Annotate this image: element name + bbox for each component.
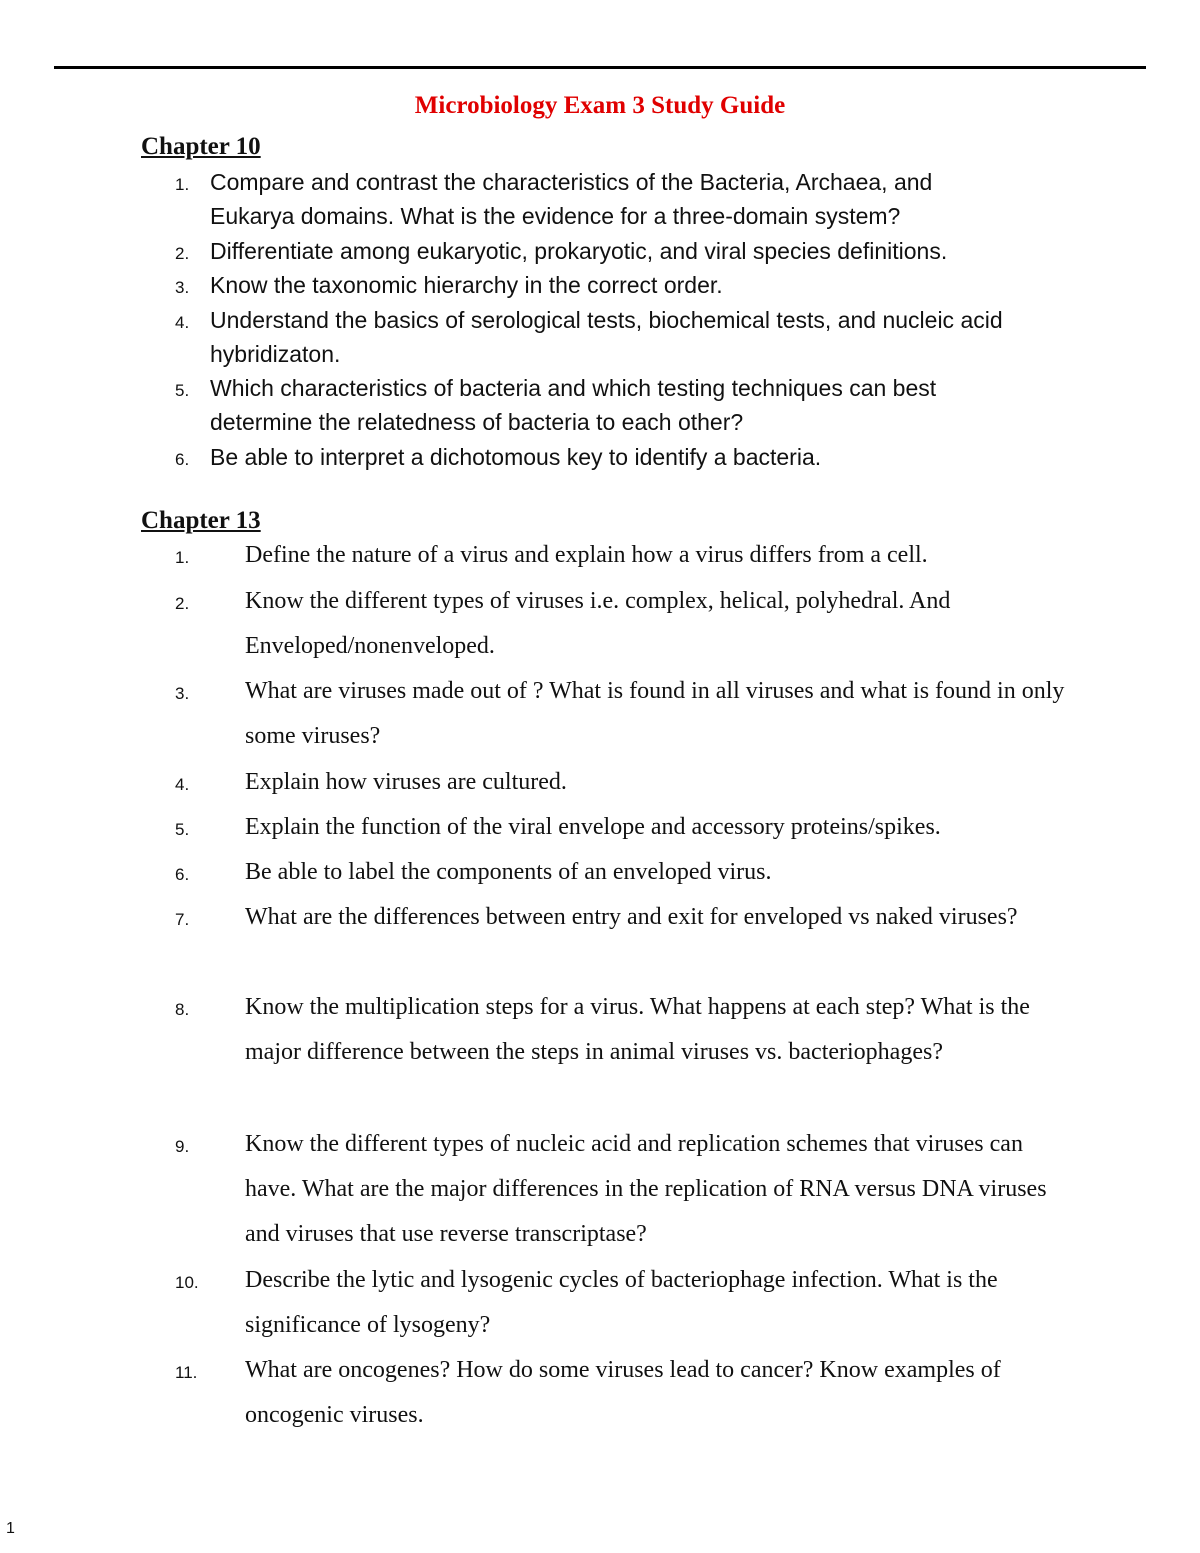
list-item <box>0 533 1200 578</box>
item-number: 5. <box>175 820 190 839</box>
item-text: Which characteristics of bacteria and which testing techniques can best determine the relatedness of bacteria to each other? <box>210 375 937 435</box>
list-item <box>0 371 1200 440</box>
item-text: Explain the function of the viral envelope and accessory proteins/spikes. <box>245 814 941 840</box>
item-text: Describe the lytic and lysogenic cycles of bacteriophage infection. What is the significance of lysogeny? <box>245 1267 998 1338</box>
item-text: What are oncogenes? How do some viruses lead to cancer? Know examples of oncogenic viruses. <box>245 1357 1001 1428</box>
item-number: 2. <box>175 594 190 613</box>
list-item <box>0 760 1200 805</box>
item-text: Know the taxonomic hierarchy in the correct order. <box>210 272 723 298</box>
item-number: 1. <box>175 175 190 194</box>
item-text: Be able to interpret a dichotomous key to identify a bacteria. <box>210 443 822 470</box>
chapter-13-heading: Chapter 13 <box>141 507 261 534</box>
item-text: Be able to label the components of an enveloped virus. <box>245 859 772 885</box>
item-number: 2. <box>175 243 190 263</box>
list-item <box>0 805 1200 850</box>
list-item <box>0 303 1200 372</box>
list-item <box>0 440 1200 475</box>
item-number: 3. <box>175 278 190 297</box>
item-number: 4. <box>175 775 190 794</box>
item-text: Differentiate among eukaryotic, prokaryotic, and viral species definitions. <box>210 237 948 264</box>
item-number: 8. <box>175 1000 190 1019</box>
item-number: 1. <box>175 548 190 567</box>
item-number: 10. <box>175 1273 199 1292</box>
item-text: Know the multiplication steps for a virus. What happens at each step? What is the major difference between the steps in animal viruses vs. bacteriophages? <box>245 994 1030 1065</box>
list-item <box>0 579 1200 669</box>
item-text: What are the differences between entry and exit for enveloped vs naked viruses? <box>245 904 1018 930</box>
list-item <box>0 234 1200 269</box>
chapter-10-list <box>0 165 1200 474</box>
list-item <box>0 669 1200 759</box>
list-item <box>0 165 1200 234</box>
item-number: 6. <box>175 449 190 469</box>
list-item <box>0 985 1200 1075</box>
item-text: Define the nature of a virus and explain how a virus differs from a cell. <box>245 542 928 568</box>
item-text: Know the different types of viruses i.e. complex, helical, polyhedral. And Enveloped/nonenveloped. <box>245 588 951 659</box>
list-item <box>0 1122 1200 1257</box>
item-number: 4. <box>175 312 190 332</box>
item-number: 6. <box>175 865 190 884</box>
item-text: What are viruses made out of ? What is found in all viruses and what is found in only some viruses? <box>245 678 1065 749</box>
item-number: 9. <box>175 1137 190 1156</box>
item-text: Compare and contrast the characteristics of the Bacteria, Archaea, and Eukarya domains. What is the evidence for a three-domain system? <box>210 169 933 229</box>
item-text: Understand the basics of serological tests, biochemical tests, and nucleic acid hybridizaton. <box>210 306 1003 367</box>
chapter-10-heading: Chapter 10 <box>141 133 261 160</box>
list-item <box>0 895 1200 940</box>
page-number: 1 <box>6 1520 15 1537</box>
list-item <box>0 1348 1200 1438</box>
item-text: Explain how viruses are cultured. <box>245 769 567 795</box>
document-title: Microbiology Exam 3 Study Guide <box>414 92 786 119</box>
list-item <box>0 850 1200 895</box>
item-text: Know the different types of nucleic acid and replication schemes that viruses can have. What are the major differences in the replication of RNA versus DNA viruses and viruses that use reverse transcriptase? <box>245 1131 1047 1247</box>
item-number: 5. <box>175 381 190 400</box>
header-rule <box>54 66 1146 69</box>
item-number: 11. <box>175 1363 198 1382</box>
item-number: 7. <box>175 910 190 929</box>
list-item <box>0 1258 1200 1348</box>
item-number: 3. <box>175 684 190 703</box>
list-item <box>0 268 1200 303</box>
